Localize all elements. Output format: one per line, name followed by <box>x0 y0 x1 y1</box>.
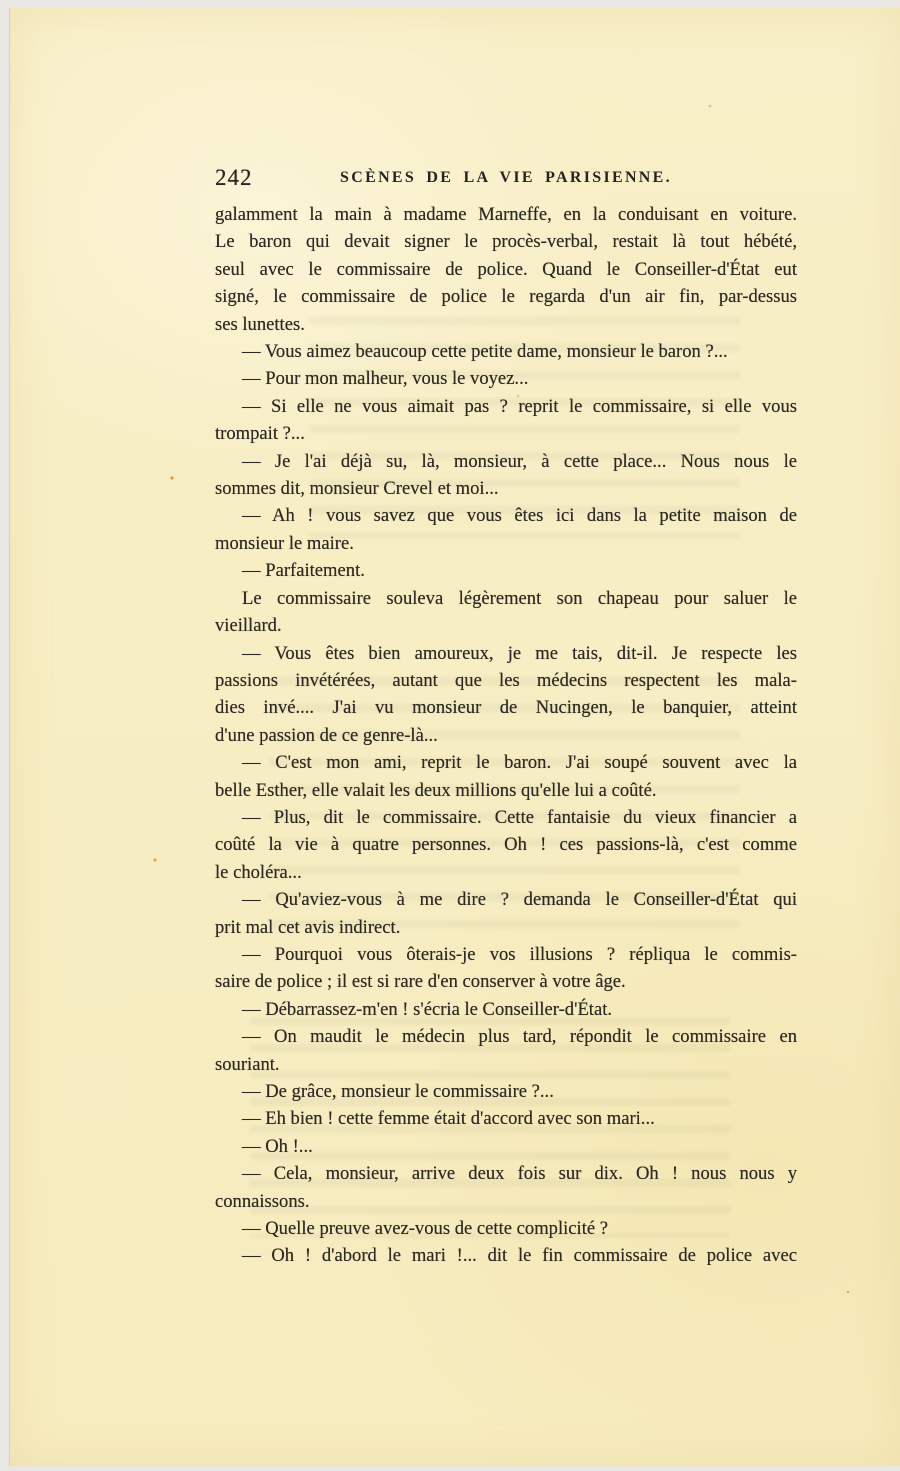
paragraph <box>215 1078 797 1105</box>
text-line: trompait ?... <box>215 423 305 445</box>
text-line: — Pourquoi vous ôterais-je vos illusions ? répliqua le commis- <box>242 943 797 965</box>
text-line: Le baron qui devait signer le procès-verbal, restait là tout hébété, <box>215 231 797 253</box>
running-title: SCÈNES DE LA VIE PARISIENNE. <box>340 169 672 186</box>
text-line: belle Esther, elle valait les deux millions qu'elle lui a coûté. <box>215 779 657 801</box>
paragraph <box>215 1133 797 1160</box>
text-line: Le commissaire souleva légèrement son chapeau pour saluer le <box>242 587 797 609</box>
text-line: — De grâce, monsieur le commissaire ?... <box>242 1081 554 1102</box>
paragraph <box>215 1105 797 1132</box>
paragraph <box>215 1215 797 1242</box>
paragraph <box>215 365 797 392</box>
text-line: coûté la vie à quatre personnes. Oh ! ces passions-là, c'est comme <box>215 834 797 856</box>
page-body <box>215 201 797 1270</box>
paragraph <box>215 1023 797 1078</box>
text-line: — Pour mon malheur, vous le voyez... <box>242 368 529 390</box>
text-line: — Si elle ne vous aimait pas ? reprit le commissaire, si elle vous <box>242 395 797 417</box>
text-line: — On maudit le médecin plus tard, répondit le commissaire en <box>242 1026 797 1048</box>
paragraph <box>215 201 797 338</box>
paragraph <box>215 393 797 448</box>
text-line: saire de police ; il est si rare d'en conserver à votre âge. <box>215 971 626 993</box>
paragraph <box>215 804 797 886</box>
text-line: — Oh !... <box>242 1135 313 1157</box>
text-line: — Débarrassez-m'en ! s'écria le Conseiller-d'État. <box>242 998 613 1020</box>
text-line: connaissons. <box>215 1190 310 1212</box>
text-line: galamment la main à madame Marneffe, en la conduisant en voiture. <box>215 204 797 225</box>
text-line: seul avec le commissaire de police. Quand le Conseiller-d'État eut <box>215 258 797 280</box>
text-line: — Ah ! vous savez que vous êtes ici dans la petite maison de <box>242 505 797 527</box>
text-line: dies invé.... J'ai vu monsieur de Nucingen, le banquier, atteint <box>215 697 797 719</box>
paragraph <box>215 1242 797 1269</box>
paragraph <box>215 941 797 996</box>
text-line: sommes dit, monsieur Crevel et moi... <box>215 478 499 500</box>
text-line: d'une passion de ce genre-là... <box>215 724 438 746</box>
paragraph <box>215 640 797 750</box>
text-line: vieillard. <box>215 615 282 637</box>
text-line: monsieur le maire. <box>215 532 354 554</box>
paragraph <box>215 338 797 365</box>
text-line: le choléra... <box>215 861 302 883</box>
text-line: — Quelle preuve avez-vous de cette complicité ? <box>242 1218 609 1240</box>
text-line: — Vous aimez beaucoup cette petite dame, monsieur le baron ?... <box>242 341 728 363</box>
paragraph <box>215 886 797 941</box>
text-line: passions invétérées, autant que les médecins respectent les mala- <box>215 669 797 691</box>
paragraph <box>215 749 797 804</box>
paragraph <box>215 557 797 584</box>
text-line: — Eh bien ! cette femme était d'accord avec son mari... <box>242 1108 655 1130</box>
text-line: prit mal cet avis indirect. <box>215 916 401 938</box>
text-line: — Plus, dit le commissaire. Cette fantaisie du vieux financier a <box>242 806 797 828</box>
text-line: signé, le commissaire de police le regarda d'un air fin, par-dessus <box>215 286 797 308</box>
page-header <box>215 165 797 193</box>
paragraph <box>215 585 797 640</box>
page-number: 242 <box>215 165 253 190</box>
text-line: souriant. <box>215 1053 280 1075</box>
paragraph <box>215 448 797 503</box>
text-line: — Qu'aviez-vous à me dire ? demanda le Conseiller-d'État qui <box>242 889 797 911</box>
paragraph <box>215 1160 797 1215</box>
paragraph <box>215 996 797 1023</box>
text-line: — Vous êtes bien amoureux, je me tais, dit-il. Je respecte les <box>242 642 797 664</box>
text-line: — Je l'ai déjà su, là, monsieur, à cette place... Nous nous le <box>242 450 797 472</box>
text-line: — Oh ! d'abord le mari !... dit le fin commissaire de police avec <box>242 1245 797 1267</box>
text-line: — Parfaitement. <box>242 560 365 582</box>
text-line: ses lunettes. <box>215 313 305 335</box>
text-line: — Cela, monsieur, arrive deux fois sur dix. Oh ! nous nous y <box>242 1163 797 1185</box>
text-line: — C'est mon ami, reprit le baron. J'ai soupé souvent avec la <box>242 752 797 774</box>
paragraph <box>215 502 797 557</box>
